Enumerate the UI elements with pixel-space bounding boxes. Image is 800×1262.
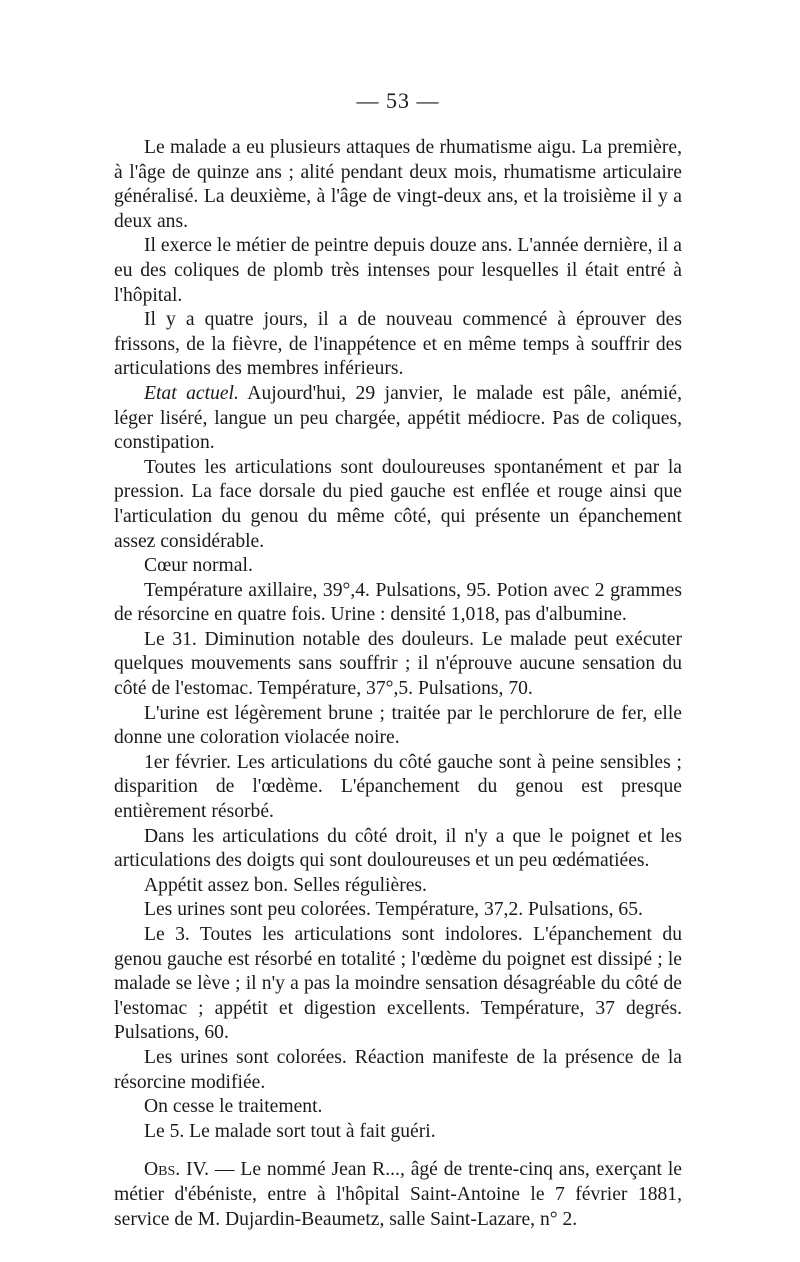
observation-paragraph xyxy=(114,1158,682,1232)
paragraph: 1er février. Les articulations du côté gauche sont à peine sensibles ; disparition de l'œdème. L'épanchement du genou est presque entièrement résorbé. xyxy=(114,751,682,823)
etat-paragraph xyxy=(114,382,682,456)
paragraph: Le malade a eu plusieurs attaques de rhumatisme aigu. La première, à l'âge de quinze ans ; alité pendant deux mois, rhumatisme articulaire généralisé. La deuxième, à l'âge de vingt-deux ans, et la troisième il y a deux ans. xyxy=(114,137,682,232)
paragraph: Il y a quatre jours, il a de nouveau commencé à éprouver des frissons, de la fièvre, de l'inappétence et en même temps à souffrir des articulations des membres inférieurs. xyxy=(114,309,682,380)
etat-text: Aujourd'hui, 29 janvier, le malade est pâle, anémié, léger liséré, langue un peu chargée, appétit médiocre. Pas de coliques, constipation. xyxy=(114,382,682,454)
paragraph: Les urines sont colorées. Réaction manifeste de la présence de la résorcine modifiée. xyxy=(114,1046,682,1093)
paragraph: Cœur normal. xyxy=(144,555,253,577)
body-text xyxy=(114,136,682,1232)
paragraph: Le 3. Toutes les articulations sont indolores. L'épanchement du genou gauche est résorbé en totalité ; l'œdème du poignet est dissipé ; le malade se lève ; il n'y a pas la moindre sensation désagréable du côté de l'estomac ; appétit et digestion excellents. Température, 37 degrés. Pulsations, 60. xyxy=(114,924,682,1044)
page-number: — 53 — xyxy=(356,88,440,113)
paragraph: Appétit assez bon. Selles régulières. xyxy=(144,874,427,896)
paragraph: L'urine est légèrement brune ; traitée par le perchlorure de fer, elle donne une coloration violacée noire. xyxy=(114,702,682,749)
paragraph: Dans les articulations du côté droit, il n'y a que le poignet et les articulations des doigts qui sont douloureuses et un peu œdématiées. xyxy=(114,825,682,872)
paragraph: Température axillaire, 39°,4. Pulsations, 95. Potion avec 2 grammes de résorcine en quatre fois. Urine : densité 1,018, pas d'albumine. xyxy=(114,579,682,626)
observation-text: — Le nommé Jean R..., âgé de trente-cinq ans, exerçant le métier d'ébéniste, entre à l'hôpital Saint-Antoine le 7 février 1881, service de M. Dujardin-Beaumetz, salle Saint-Lazare, n° 2. xyxy=(114,1159,682,1230)
paragraph: Il exerce le métier de peintre depuis douze ans. L'année dernière, il a eu des coliques de plomb très intenses pour lesquelles il était entré à l'hôpital. xyxy=(114,235,682,306)
paragraph: Toutes les articulations sont douloureuses spontanément et par la pression. La face dorsale du pied gauche est enflée et rouge ainsi que l'articulation du genou du même côté, qui présente un épanchement assez considérable. xyxy=(114,456,682,552)
paragraph: On cesse le traitement. xyxy=(144,1096,323,1118)
paragraph: Le 5. Le malade sort tout à fait guéri. xyxy=(144,1120,436,1142)
paragraph: Le 31. Diminution notable des douleurs. Le malade peut exécuter quelques mouvements sans souffrir ; il n'éprouve aucune sensation du côté de l'estomac. Température, 37°,5. Pulsations, 70. xyxy=(114,628,682,700)
paragraph: Les urines sont peu colorées. Température, 37,2. Pulsations, 65. xyxy=(144,899,643,921)
etat-label: Etat actuel. xyxy=(144,382,239,404)
observation-label: Obs. IV. xyxy=(144,1159,210,1181)
